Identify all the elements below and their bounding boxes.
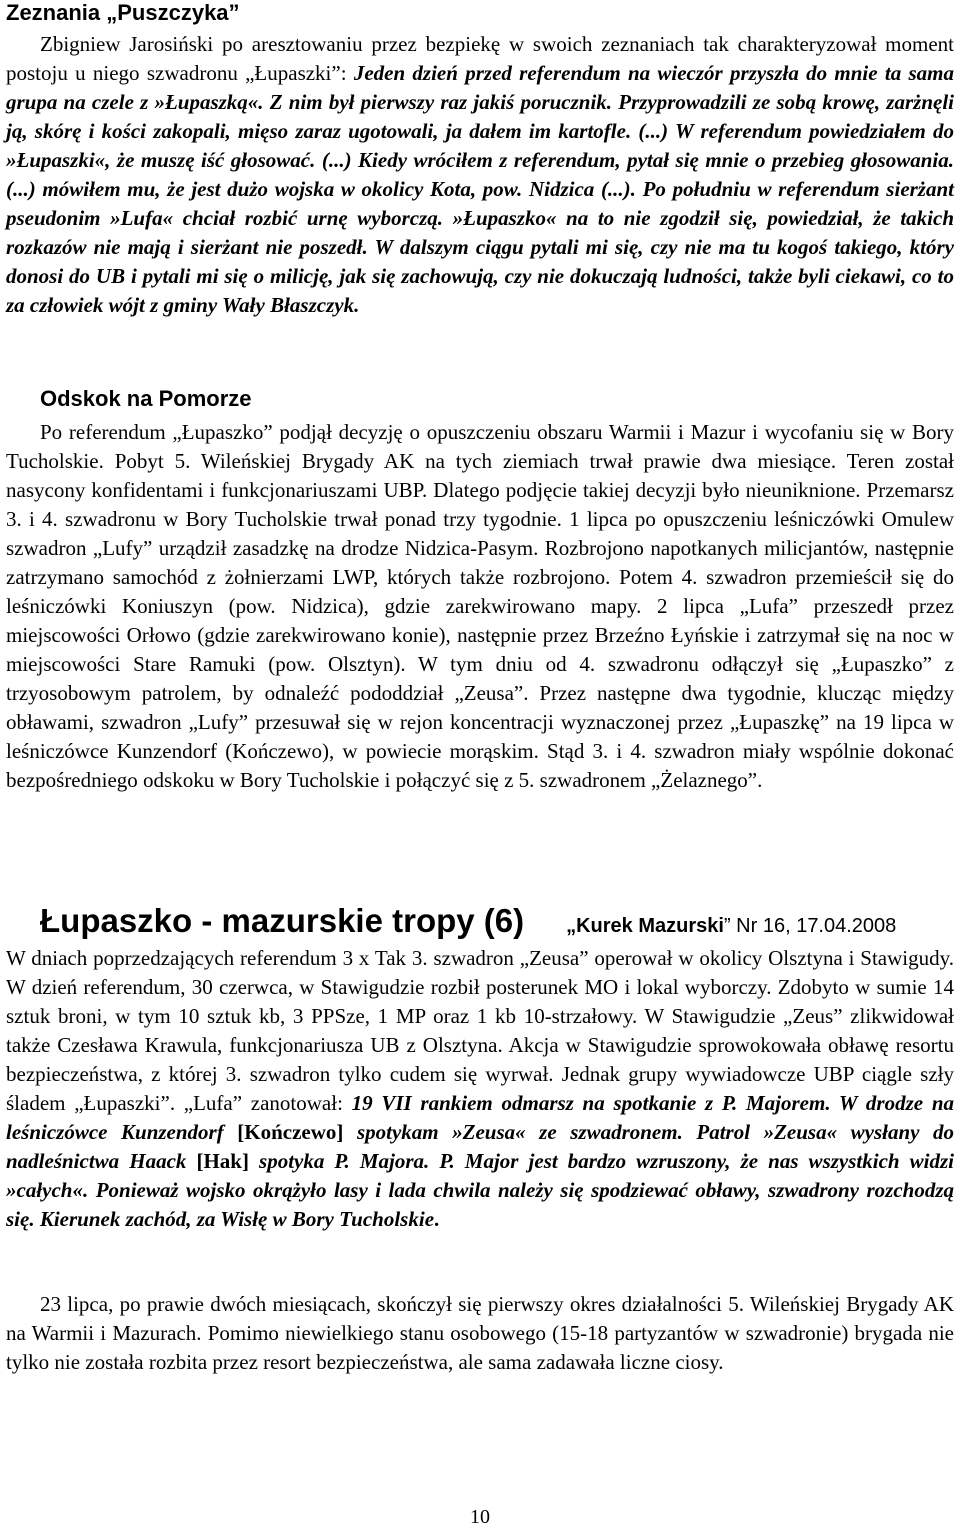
article-title: Łupaszko - mazurskie tropy (6) xyxy=(40,902,525,939)
section-title-zeznania: Zeznania „Puszczyka” xyxy=(6,0,240,25)
lufa-quote-2: spotykam »Zeusa« ze szwadronem. Patrol »Zeusa« wysłany do nadleśnictwa Haack xyxy=(6,1120,954,1173)
paragraph-odskok: Po referendum „Łupaszko” podjął decyzję o opuszczeniu obszaru Warmii i Mazur i wycofaniu się w Bory Tucholskie. Pobyt 5. Wileńskiej Brygady AK na tych ziemiach trwał prawie dwa miesiące. Teren został nasycony konfidentami i funkcjonariuszami UBP. Dlatego podjęcie takiej decyzji było nieuniknione. Przemarsz 3. i 4. szwadronu w Bory Tucholskie trwał ponad trzy tygodnie. 1 lipca po opuszczeniu leśniczówki Omulew szwadron „Lufy” urządził zasadzkę na drodze Nidzica-Pasym. Rozbrojono napotkanych milicjantów, następnie zatrzymano samochód z żołnierzami LWP, których także rozbrojono. Potem 4. szwadron przemieścił się do leśniczówki Koniuszyn (pow. Nidzica), gdzie zarekwirowano mapy. 2 lipca „Lufa” przeszedł przez miejscowości Orłowo (gdzie zarekwirowano konie), następnie przez Brzeźno Łyńskie i zatrzymał się na noc w miejscowości Stare Ramuki (pow. Olsztyn). W tym dniu od 4. szwadronu odłączył się „Łupaszko” z trzyosobowym patrolem, by odnaleźć pododdział „Zeusa”. Przez następne dwa tygodnie, klucząc między obławami, szwadron „Lufy” przesuwał się w rejon koncentracji wyznaczonej przez „Łupaszkę” na 19 lipca w leśniczówce Kunzendorf (Kończewo), w powiecie morąskim. Stąd 3. i 4. szwadron miały wspólnie dokonać bezpośredniego odskoku w Bory Tucholskie i połączyć się z 5. szwadronem „Żelaznego”. xyxy=(6,420,954,792)
source-name: „Kurek Mazurski xyxy=(566,915,724,937)
section-title-odskok: Odskok na Pomorze xyxy=(40,386,252,411)
testimony-quote: Jeden dzień przed referendum na wieczór przyszła do mnie ta sama grupa na czele z »Łupaszką«. Z nim był pierwszy raz jakiś porucznik. Przyprowadzili ze sobą krowę, zarżnęli ją, skórę i kości zakopali, mięso zaraz ugotowali, ja dałem im kartofle. (...) W referendum powiedziałem do »Łupaszki«, że muszę iść głosować. (...) Kiedy wróciłem z referendum, pytał się mnie o przebieg głosowania. (...) mówiłem mu, że jest dużo wojska w okolicy Kota, pow. Nidzica (...). Po południu w referendum sierżant pseudonim »Lufa« chciał rozbić urnę wyborczą. »Łupaszko« na to nie zgodził się, powiedział, że takich rozkazów nie mają i sierżant nie poszedł. W dalszym ciągu pytali mi się, czy nie ma tu kogoś takiego, który donosi do UB i pytali mi się o milicję, jak się zachowują, czy nie dokuczają ludności, także byli ciekawi, co to za człowiek wójt z gminy Wały Błaszczyk. xyxy=(6,61,954,317)
lufa-quote-1: 19 VII rankiem odmarsz na spotkanie z P. Majorem. W drodze na leśniczówce Kunzendorf xyxy=(6,1091,954,1144)
testimony-intro: Zbigniew Jarosiński po aresztowaniu przez bezpiekę w swoich zeznaniach tak charakteryzował moment postoju u niego szwadronu „Łupaszki”: xyxy=(6,32,954,85)
paragraph-summary: 23 lipca, po prawie dwóch miesiącach, skończył się pierwszy okres działalności 5. Wileńskiej Brygady AK na Warmii i Mazurach. Pomimo niewielkiego stanu osobowego (15-18 partyzantów w szwadronie) brygada nie tylko nie została rozbita przez resort bezpieczeństwa, ale sama zadawała liczne ciosy. xyxy=(6,1292,954,1374)
article-source xyxy=(566,915,896,937)
referendum-text: W dniach poprzedzających referendum 3 x Tak 3. szwadron „Zeusa” operował w okolicy Olsztyna i Stawigudy. W dzień referendum, 30 czerwca, w Stawigudzie rozbił posterunek MO i lokal wyborczy. Zdobyto w sumie 14 sztuk broni, w tym 10 sztuk kb, 3 PPSze, 1 MP oraz 1 kb 10-strzałowy. W Stawigudzie „Zeus” zlikwidował także Czesława Krawula, funkcjonariusza UB z Olsztyna. Akcja w Stawigudzie sprowokowała obławę resortu bezpieczeństwa, z której 3. szwadron tylko cudem się wyrwał. Jednak grupy wywiadowcze UBP ciągle szły śladem „Łupaszki”. „Lufa” zanotował: xyxy=(6,946,954,1115)
paragraph-referendum xyxy=(6,944,954,1234)
lufa-bracket-2: [Hak] xyxy=(196,1149,249,1173)
lufa-quote-end: . xyxy=(434,1207,440,1231)
article-header xyxy=(40,902,954,940)
lufa-quote-3: spotyka P. Majora. P. Major jest bardzo wzruszony, że nas wszystkich widzi »całych«. Ponieważ wojsko okrążyło lasy i lada chwila należy się spodziewać obławy, szwadrony rozchodzą się. Kierunek zachód, za Wisłę w Bory Tucholskie xyxy=(6,1149,954,1231)
page-number: 10 xyxy=(470,1506,490,1528)
source-issue: ” Nr 16, 17.04.2008 xyxy=(723,915,897,937)
paragraph-testimony xyxy=(6,30,954,320)
lufa-bracket-1: [Kończewo] xyxy=(237,1120,344,1144)
